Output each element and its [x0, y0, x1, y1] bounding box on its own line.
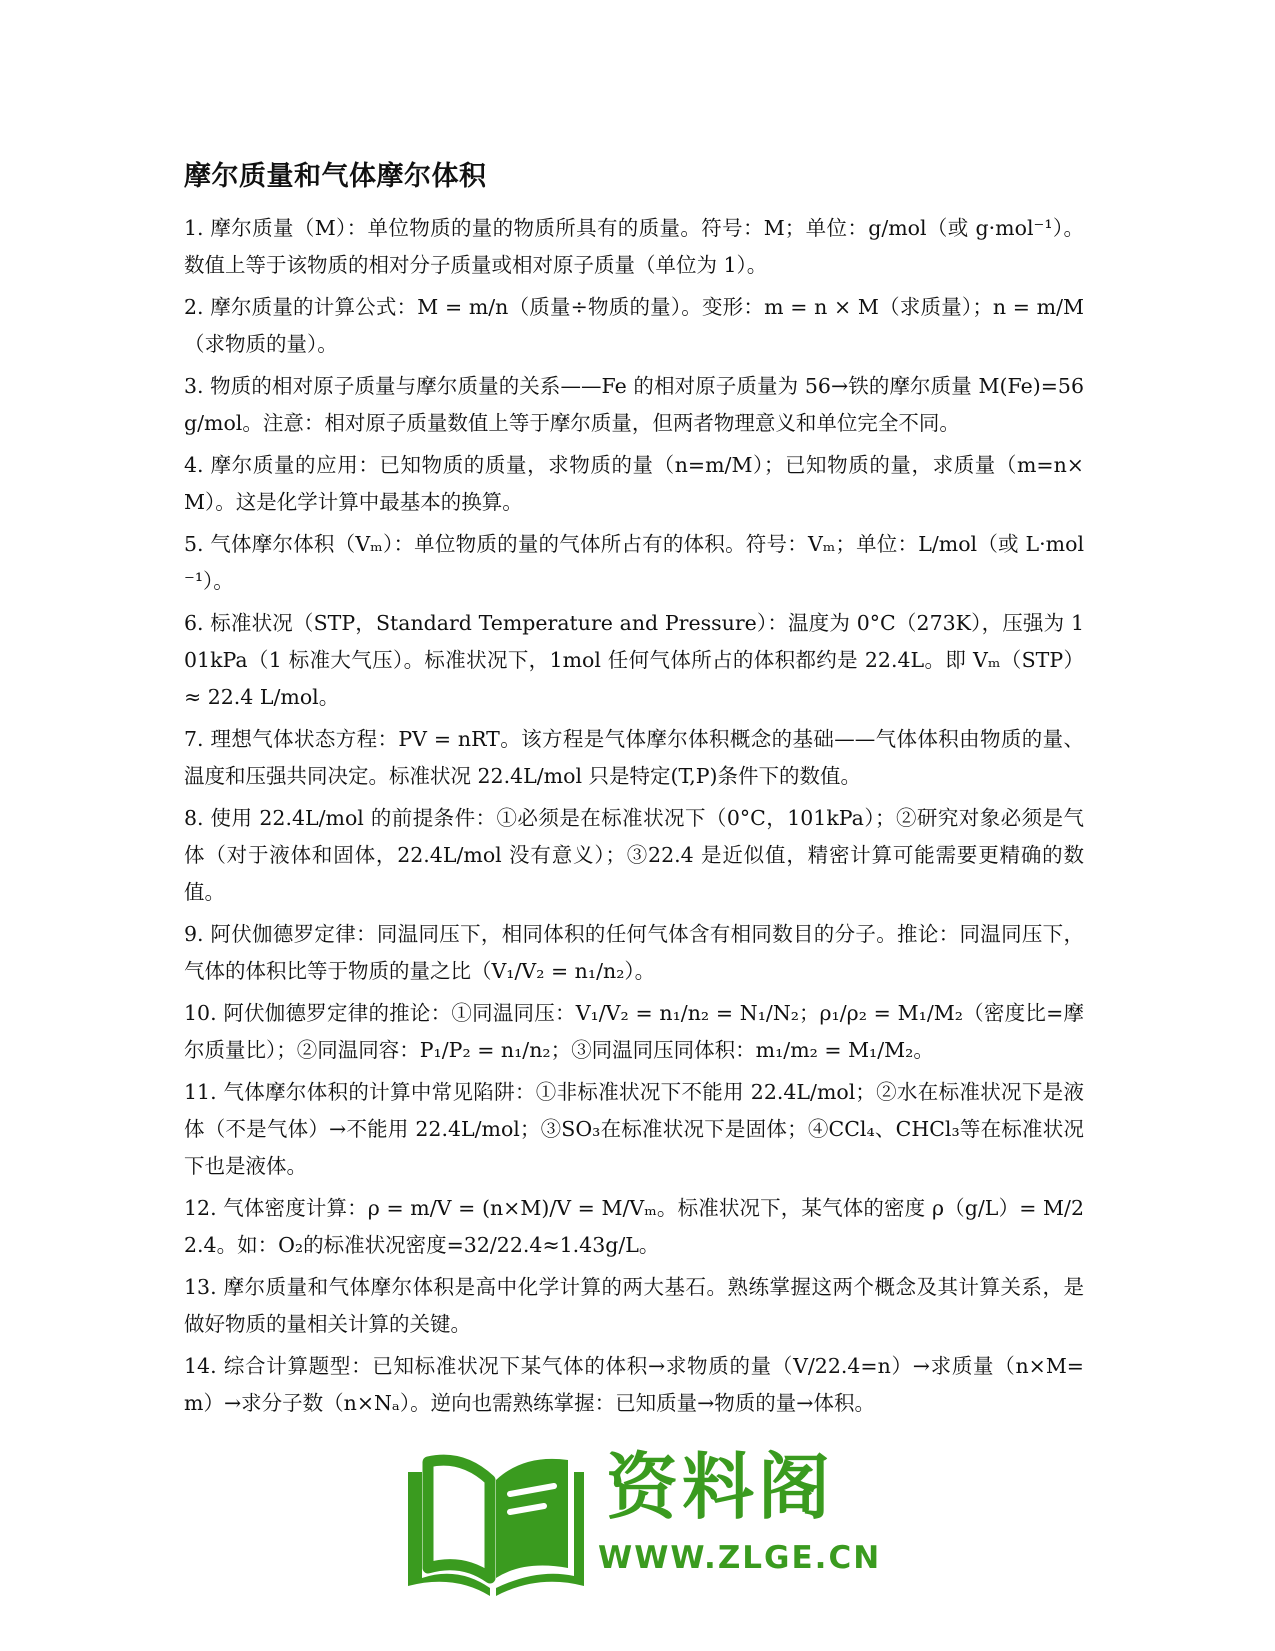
paragraph-14: 14. 综合计算题型：已知标准状况下某气体的体积→求物质的量（V/22.4=n）→求质量（n×M=m）→求分子数（n×Nₐ）。逆向也需熟练掌握：已知质量→物质的量→体积。 — [184, 1354, 1084, 1415]
document-body — [184, 210, 1084, 1427]
paragraph-8: 8. 使用 22.4L/mol 的前提条件：①必须是在标准状况下（0°C，101kPa）；②研究对象必须是气体（对于液体和固体，22.4L/mol 没有意义）；③22.4 是近似值，精密计算可能需要更精确的数值。 — [184, 806, 1084, 904]
paragraph-3: 3. 物质的相对原子质量与摩尔质量的关系——Fe 的相对原子质量为 56→铁的摩尔质量 M(Fe)=56g/mol。注意：相对原子质量数值上等于摩尔质量，但两者物理意义和单位完全不同。 — [184, 374, 1084, 435]
paragraph-11: 11. 气体摩尔体积的计算中常见陷阱：①非标准状况下不能用 22.4L/mol；②水在标准状况下是液体（不是气体）→不能用 22.4L/mol；③SO₃在标准状况下是固体；④CCl₄、CHCl₃等在标准状况下也是液体。 — [184, 1080, 1084, 1178]
watermark-logo — [398, 1445, 882, 1600]
paragraph-12: 12. 气体密度计算：ρ = m/V = (n×M)/V = M/Vₘ。标准状况下，某气体的密度 ρ（g/L）= M/22.4。如：O₂的标准状况密度=32/22.4≈1.43g/L。 — [184, 1196, 1084, 1257]
paragraph-4: 4. 摩尔质量的应用：已知物质的质量，求物质的量（n=m/M）；已知物质的量，求质量（m=n×M）。这是化学计算中最基本的换算。 — [184, 453, 1084, 514]
watermark-brand-name: 资料阁 — [606, 1445, 835, 1529]
paragraph-7: 7. 理想气体状态方程：PV = nRT。该方程是气体摩尔体积概念的基础——气体体积由物质的量、温度和压强共同决定。标准状况 22.4L/mol 只是特定(T,P)条件下的数值。 — [184, 727, 1084, 788]
paragraph-13: 13. 摩尔质量和气体摩尔体积是高中化学计算的两大基石。熟练掌握这两个概念及其计算关系，是做好物质的量相关计算的关键。 — [184, 1275, 1084, 1336]
open-book-icon — [398, 1450, 588, 1600]
watermark-url: WWW.ZLGE.CN — [598, 1540, 882, 1576]
paragraph-6: 6. 标准状况（STP，Standard Temperature and Pressure）：温度为 0°C（273K），压强为 101kPa（1 标准大气压）。标准状况下，1mol 任何气体所占的体积都约是 22.4L。即 Vₘ（STP）≈ 22.4 L/mol。 — [184, 611, 1084, 709]
paragraph-2: 2. 摩尔质量的计算公式：M = m/n（质量÷物质的量）。变形：m = n × M（求质量）；n = m/M（求物质的量）。 — [184, 295, 1084, 356]
paragraph-1: 1. 摩尔质量（M）：单位物质的量的物质所具有的质量。符号：M；单位：g/mol（或 g·mol⁻¹）。数值上等于该物质的相对分子质量或相对原子质量（单位为 1）。 — [184, 216, 1084, 277]
page-title: 摩尔质量和气体摩尔体积 — [184, 161, 487, 192]
paragraph-9: 9. 阿伏伽德罗定律：同温同压下，相同体积的任何气体含有相同数目的分子。推论：同温同压下，气体的体积比等于物质的量之比（V₁/V₂ = n₁/n₂）。 — [184, 922, 1084, 983]
paragraph-10: 10. 阿伏伽德罗定律的推论：①同温同压：V₁/V₂ = n₁/n₂ = N₁/N₂；ρ₁/ρ₂ = M₁/M₂（密度比=摩尔质量比）；②同温同容：P₁/P₂ = n₁/n₂；③同温同压同体积：m₁/m₂ = M₁/M₂。 — [184, 1001, 1084, 1062]
paragraph-5: 5. 气体摩尔体积（Vₘ）：单位物质的量的气体所占有的体积。符号：Vₘ；单位：L/mol（或 L·mol⁻¹）。 — [184, 532, 1084, 593]
